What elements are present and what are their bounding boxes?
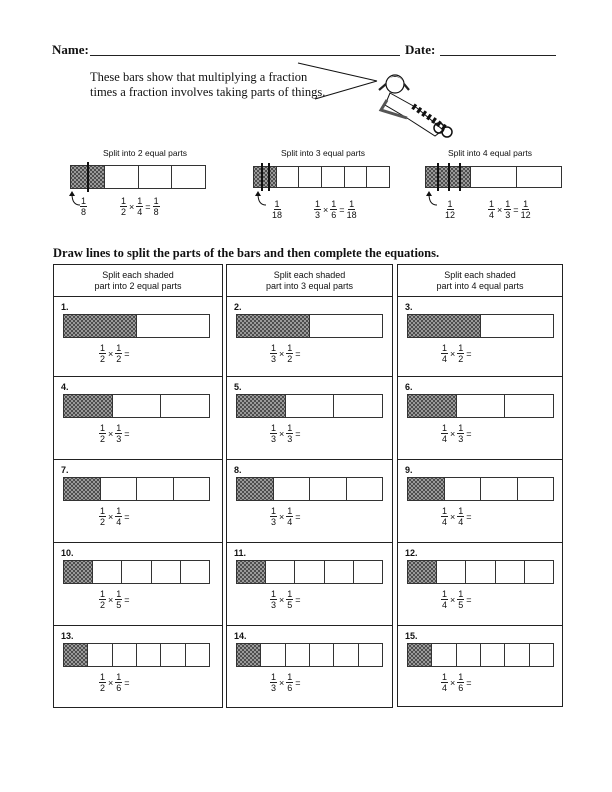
shaded-segment[interactable]	[408, 315, 481, 337]
equation	[441, 506, 498, 527]
segment	[172, 166, 205, 188]
fraction-bar[interactable]	[63, 560, 210, 584]
numerator: 1	[100, 672, 106, 682]
divider	[53, 296, 223, 297]
fraction-bar[interactable]	[407, 643, 554, 667]
times-sign: ×	[450, 428, 456, 439]
split-line	[448, 163, 450, 191]
denominator: 4	[116, 517, 122, 527]
numerator: 1	[287, 589, 293, 599]
date-label: Date:	[405, 42, 436, 57]
name-field[interactable]	[90, 55, 400, 56]
segment	[325, 561, 354, 583]
segment	[93, 561, 122, 583]
denominator: 6	[287, 683, 293, 693]
equals-sign: =	[295, 348, 301, 359]
divider	[397, 625, 563, 626]
numerator: 1	[523, 199, 529, 209]
divider	[397, 376, 563, 377]
shaded-segment[interactable]	[237, 315, 310, 337]
problem-number: 7.	[61, 465, 69, 475]
girl-illustration	[295, 60, 470, 140]
denominator: 6	[458, 683, 464, 693]
shaded-segment[interactable]	[64, 478, 101, 500]
equals-sign: =	[339, 204, 345, 215]
shaded-segment[interactable]	[64, 644, 88, 666]
numerator: 1	[100, 589, 106, 599]
denominator: 5	[116, 600, 122, 610]
denominator: 2	[100, 683, 106, 693]
times-sign: ×	[450, 511, 456, 522]
header-line: Split each shaded	[444, 270, 516, 280]
divider	[226, 625, 393, 626]
denominator: 4	[287, 517, 293, 527]
segment	[113, 395, 162, 417]
equation	[99, 423, 156, 444]
segment	[310, 644, 334, 666]
shaded-segment[interactable]	[64, 315, 137, 337]
denominator: 3	[116, 434, 122, 444]
times-sign: ×	[279, 428, 285, 439]
problem-number: 12.	[405, 548, 418, 558]
numerator: 1	[447, 199, 453, 209]
segment	[334, 644, 358, 666]
denominator: 3	[315, 210, 321, 220]
example-3-title: Split into 4 equal parts	[447, 148, 533, 158]
segment	[295, 561, 324, 583]
times-sign: ×	[108, 428, 114, 439]
problem-number: 10.	[61, 548, 74, 558]
shaded-segment	[71, 166, 105, 188]
times-sign: ×	[108, 348, 114, 359]
shaded-segment[interactable]	[64, 561, 93, 583]
problem-number: 13.	[61, 631, 74, 641]
shaded-segment[interactable]	[408, 478, 445, 500]
times-sign: ×	[129, 201, 135, 212]
divider	[226, 296, 393, 297]
divider	[397, 542, 563, 543]
instructions: Draw lines to split the parts of the bars and then complete the equations.	[53, 246, 440, 260]
segment	[310, 478, 347, 500]
numerator: 1	[458, 506, 464, 516]
equals-sign: =	[124, 594, 130, 605]
divider	[53, 376, 223, 377]
segment	[101, 478, 138, 500]
numerator: 1	[287, 343, 293, 353]
denominator: 18	[272, 210, 283, 220]
segment	[432, 644, 456, 666]
example-3-equation	[488, 199, 531, 220]
times-sign: ×	[497, 204, 503, 215]
curved-arrow-icon	[425, 190, 439, 208]
segment	[310, 315, 382, 337]
segment	[457, 644, 481, 666]
shaded-segment[interactable]	[237, 561, 266, 583]
equals-sign: =	[466, 511, 472, 522]
denominator: 2	[100, 434, 106, 444]
segment	[261, 644, 285, 666]
denominator: 3	[271, 600, 277, 610]
denominator: 8	[81, 207, 87, 217]
denominator: 4	[137, 207, 143, 217]
shaded-segment[interactable]	[237, 478, 274, 500]
example-2-equation	[314, 199, 357, 220]
problem-number: 15.	[405, 631, 418, 641]
equals-sign: =	[124, 428, 130, 439]
fraction-bar[interactable]	[407, 560, 554, 584]
numerator: 1	[121, 196, 127, 206]
denominator: 2	[100, 354, 106, 364]
split-line	[437, 163, 439, 191]
shaded-segment[interactable]	[408, 561, 437, 583]
segment	[286, 395, 335, 417]
shaded-segment[interactable]	[237, 395, 286, 417]
numerator: 1	[458, 589, 464, 599]
denominator: 3	[505, 210, 511, 220]
column-2-header	[226, 270, 393, 292]
times-sign: ×	[108, 511, 114, 522]
segment	[457, 395, 506, 417]
denominator: 4	[442, 683, 448, 693]
times-sign: ×	[323, 204, 329, 215]
numerator: 1	[349, 199, 355, 209]
numerator: 1	[442, 672, 448, 682]
denominator: 12	[520, 210, 531, 220]
segment	[105, 166, 139, 188]
segment	[347, 478, 383, 500]
segment	[137, 315, 209, 337]
denominator: 3	[458, 434, 464, 444]
header-line: part into 3 equal parts	[265, 281, 354, 291]
segment	[481, 644, 505, 666]
numerator: 1	[315, 199, 321, 209]
numerator: 1	[116, 423, 122, 433]
denominator: 3	[287, 434, 293, 444]
segment	[274, 478, 311, 500]
numerator: 1	[100, 506, 106, 516]
problem-number: 2.	[234, 302, 242, 312]
equals-sign: =	[124, 677, 130, 688]
equation	[270, 589, 327, 610]
numerator: 1	[100, 423, 106, 433]
fraction-bar[interactable]	[236, 643, 383, 667]
segment	[471, 167, 516, 187]
example-1-result	[80, 196, 87, 217]
numerator: 1	[442, 589, 448, 599]
denominator: 4	[442, 600, 448, 610]
split-line	[459, 163, 461, 191]
equation	[270, 672, 327, 693]
equation	[99, 506, 156, 527]
equation	[441, 343, 498, 364]
intro-text	[90, 70, 325, 100]
segment	[161, 395, 209, 417]
equals-sign: =	[295, 428, 301, 439]
segment	[466, 561, 495, 583]
segment	[496, 561, 525, 583]
denominator: 3	[271, 517, 277, 527]
numerator: 1	[271, 343, 277, 353]
denominator: 2	[116, 354, 122, 364]
numerator: 1	[271, 423, 277, 433]
equals-sign: =	[295, 677, 301, 688]
fraction-bar[interactable]	[236, 477, 383, 501]
shaded-segment[interactable]	[408, 644, 432, 666]
header-line: Split each shaded	[102, 270, 174, 280]
equation	[270, 506, 327, 527]
denominator: 2	[287, 354, 293, 364]
split-line	[261, 163, 263, 191]
times-sign: ×	[450, 348, 456, 359]
equation	[270, 423, 327, 444]
problem-number: 3.	[405, 302, 413, 312]
times-sign: ×	[108, 677, 114, 688]
fraction-bar[interactable]	[63, 394, 210, 418]
segment	[481, 315, 553, 337]
equation	[270, 343, 327, 364]
times-sign: ×	[450, 677, 456, 688]
divider	[226, 376, 393, 377]
times-sign: ×	[450, 594, 456, 605]
divider	[397, 459, 563, 460]
equals-sign: =	[145, 201, 151, 212]
split-line	[87, 162, 89, 192]
numerator: 1	[116, 589, 122, 599]
equation	[99, 589, 156, 610]
example-3-result	[445, 199, 455, 220]
fraction-bar[interactable]	[236, 314, 383, 338]
numerator: 1	[116, 343, 122, 353]
segment	[266, 561, 295, 583]
denominator: 4	[442, 517, 448, 527]
fraction-bar[interactable]	[407, 314, 554, 338]
segment	[445, 478, 482, 500]
denominator: 3	[271, 683, 277, 693]
numerator: 1	[116, 506, 122, 516]
example-2-result	[272, 199, 282, 220]
denominator: 4	[458, 517, 464, 527]
segment	[139, 166, 173, 188]
problem-number: 9.	[405, 465, 413, 475]
times-sign: ×	[279, 348, 285, 359]
split-line	[268, 163, 270, 191]
numerator: 1	[81, 196, 87, 206]
shaded-segment[interactable]	[237, 644, 261, 666]
numerator: 1	[442, 423, 448, 433]
intro-line-2: times a fraction involves taking parts of things.	[90, 85, 326, 99]
segment	[345, 167, 368, 187]
fraction-bar[interactable]	[236, 560, 383, 584]
segment	[481, 478, 518, 500]
times-sign: ×	[279, 594, 285, 605]
equals-sign: =	[124, 511, 130, 522]
problem-number: 11.	[234, 548, 247, 558]
equals-sign: =	[124, 348, 130, 359]
divider	[226, 542, 393, 543]
example-1-bar	[70, 165, 206, 189]
shaded-segment	[254, 167, 277, 187]
problem-number: 6.	[405, 382, 413, 392]
numerator: 1	[489, 199, 495, 209]
denominator: 8	[153, 207, 159, 217]
header-line: part into 4 equal parts	[436, 281, 524, 291]
segment	[359, 644, 382, 666]
segment	[322, 167, 345, 187]
fraction-bar[interactable]	[63, 643, 210, 667]
shaded-segment[interactable]	[64, 395, 113, 417]
numerator: 1	[100, 343, 106, 353]
divider	[53, 459, 223, 460]
problem-number: 4.	[61, 382, 69, 392]
column-3-header	[397, 270, 563, 292]
denominator: 5	[287, 600, 293, 610]
equation	[441, 672, 498, 693]
segment	[299, 167, 322, 187]
fraction-bar[interactable]	[236, 394, 383, 418]
segment	[505, 395, 553, 417]
fraction-bar[interactable]	[407, 394, 554, 418]
header-line: Split each shaded	[273, 270, 346, 280]
equation	[99, 343, 156, 364]
denominator: 3	[271, 354, 277, 364]
times-sign: ×	[279, 677, 285, 688]
segment	[517, 167, 561, 187]
column-1-header	[53, 270, 223, 292]
numerator: 1	[287, 423, 293, 433]
numerator: 1	[287, 506, 293, 516]
numerator: 1	[458, 343, 464, 353]
denominator: 18	[346, 210, 357, 220]
numerator: 1	[274, 199, 280, 209]
numerator: 1	[331, 199, 337, 209]
numerator: 1	[458, 423, 464, 433]
equals-sign: =	[466, 594, 472, 605]
segment	[137, 478, 174, 500]
example-1-title: Split into 2 equal parts	[102, 148, 188, 158]
denominator: 4	[442, 354, 448, 364]
date-field[interactable]	[440, 55, 556, 56]
segment	[277, 167, 300, 187]
segment	[518, 478, 554, 500]
numerator: 1	[442, 506, 448, 516]
denominator: 6	[331, 210, 337, 220]
segment	[186, 644, 209, 666]
example-1-equation	[120, 196, 160, 217]
denominator: 2	[100, 517, 106, 527]
fraction-bar[interactable]	[407, 477, 554, 501]
divider	[53, 542, 223, 543]
problem-number: 5.	[234, 382, 242, 392]
denominator: 12	[445, 210, 456, 220]
fraction-bar[interactable]	[63, 314, 210, 338]
numerator: 1	[458, 672, 464, 682]
equals-sign: =	[466, 428, 472, 439]
segment	[367, 167, 389, 187]
segment	[174, 478, 210, 500]
segment	[354, 561, 382, 583]
denominator: 6	[116, 683, 122, 693]
segment	[137, 644, 161, 666]
segment	[530, 644, 553, 666]
equals-sign: =	[513, 204, 519, 215]
divider	[53, 625, 223, 626]
name-label: Name:	[52, 42, 89, 57]
equals-sign: =	[295, 594, 301, 605]
header-line: part into 2 equal parts	[94, 281, 182, 291]
problem-number: 8.	[234, 465, 242, 475]
times-sign: ×	[279, 511, 285, 522]
denominator: 2	[458, 354, 464, 364]
numerator: 1	[442, 343, 448, 353]
denominator: 2	[100, 600, 106, 610]
numerator: 1	[271, 506, 277, 516]
segment	[334, 395, 382, 417]
equals-sign: =	[295, 511, 301, 522]
example-3-bar	[425, 166, 562, 188]
segment	[286, 644, 310, 666]
segment	[437, 561, 466, 583]
numerator: 1	[271, 589, 277, 599]
segment	[181, 561, 209, 583]
equation	[441, 423, 498, 444]
equation	[99, 672, 156, 693]
fraction-bar[interactable]	[63, 477, 210, 501]
problem-number: 14.	[234, 631, 247, 641]
intro-line-1: These bars show that multiplying a fraction	[90, 70, 308, 84]
numerator: 1	[116, 672, 122, 682]
segment	[88, 644, 112, 666]
denominator: 5	[458, 600, 464, 610]
divider	[397, 296, 563, 297]
shaded-segment	[426, 167, 471, 187]
numerator: 1	[137, 196, 143, 206]
denominator: 4	[442, 434, 448, 444]
numerator: 1	[153, 196, 159, 206]
numerator: 1	[271, 672, 277, 682]
segment	[505, 644, 529, 666]
curved-arrow-icon	[254, 190, 268, 208]
equals-sign: =	[466, 348, 472, 359]
segment	[161, 644, 185, 666]
denominator: 3	[271, 434, 277, 444]
segment	[113, 644, 137, 666]
equation	[441, 589, 498, 610]
segment	[525, 561, 553, 583]
example-2-bar	[253, 166, 390, 188]
segment	[122, 561, 151, 583]
times-sign: ×	[108, 594, 114, 605]
equals-sign: =	[466, 677, 472, 688]
example-2-title: Split into 3 equal parts	[280, 148, 366, 158]
denominator: 2	[121, 207, 127, 217]
numerator: 1	[287, 672, 293, 682]
segment	[152, 561, 181, 583]
problem-number: 1.	[61, 302, 69, 312]
divider	[226, 459, 393, 460]
shaded-segment[interactable]	[408, 395, 457, 417]
denominator: 4	[489, 210, 495, 220]
numerator: 1	[505, 199, 511, 209]
